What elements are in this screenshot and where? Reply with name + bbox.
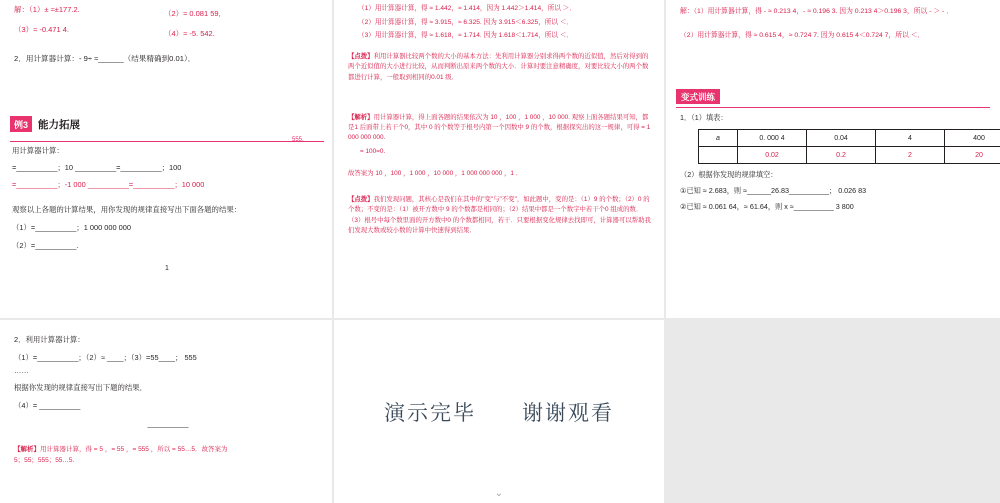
answer-line-2: （2）≈ 0.081 59, [164, 9, 221, 18]
compare-line-2: （2）用计算器计算，得 ≈ 3.915，≈ 6.325. 因为 3.915＜6.325，所以 ＜． [358, 18, 574, 26]
answer-line-4: （4）≈ -5. 542. [164, 29, 215, 38]
answer-line-1: 解：（1）± ≈±177.2. [14, 5, 80, 14]
exercise-line-2: 根据你发现的规律直接写出下题的结果． [14, 383, 148, 393]
analysis-block [334, 113, 664, 144]
solution-line-2: （2）用计算器计算，得 ≈ 0.615 4，≈ 0.724 7. 因为 0.615 4＜0.724 7，所以 ＜． [680, 31, 925, 39]
example-divider [10, 135, 324, 142]
exercise-body [0, 320, 332, 428]
answer-block [0, 0, 332, 64]
end-slide [334, 320, 664, 503]
tip-text: 利用计算器比较两个数的大小的基本方法：先利用计算器分别求得两个数的近似值，然后对得到的两个近似值的大小进行比较，从而判断出原来两个数的大小．计算时要注意精确度，对要比较大小的两个数都进行计算，一般取到相同的0.01 级． [348, 53, 649, 81]
variant-q2: （2）根据你发现的规律填空： [680, 170, 778, 180]
example-title: 能力拓展 [37, 118, 80, 131]
end-text: 演示完毕 谢谢观看 [384, 401, 614, 425]
variant-q2-1: ①已知 ≈ 2.683，则 ≈______26.83__________； 0.026 83 [680, 186, 867, 196]
compare-line-1: （1）用计算器计算，得 ≈ 1.442，≈ 1.414，因为 1.442＞1.414，所以 ＞． [358, 5, 576, 12]
solution-line-1: 解：（1）用计算器计算，得 - ≈ 0.213 4，- ≈ 0.196 3. 因为 0.213 4＞0.196 3，所以 - ＞ - ． [680, 8, 953, 15]
table-row-label-blank [699, 147, 738, 164]
fill-table [698, 129, 1000, 164]
variant-q2-2: ②已知 ≈ 0.061 64，≈ 61.64，则 x ≈__________ 3 800 [680, 202, 854, 212]
table-header-2: 4 [876, 130, 945, 147]
exercise-line-3: （4）= __________ [14, 401, 81, 411]
table-value-1: 0.2 [807, 147, 876, 164]
example-rule-note: 555． [291, 137, 308, 143]
table-header-1: 0.04 [807, 130, 876, 147]
exercise-ellipsis: …… [14, 366, 29, 376]
slide-empty-area [666, 320, 1000, 503]
tip2-text: 我们发现问题，其核心是我们在其中的"变"与"不变"，如此题中，变的是：（1）9 的个数；（2）0 的个数；不变的是：（1）被开方数中 9 的个数都是相同的；（2）结果中都是一个数字中若干个0 组成的数．（3）根号中每个数里面的开方数中0 的个数都相同，若干．只要根据变化规律去找即可，计算器可以帮助我们发现大数或较小数的计算中快速得到结果． [348, 196, 651, 234]
variant-badge: 变式训练 [676, 89, 720, 104]
analysis-text: 用计算器计算，得上面各题的结果依次为 10 ，100 ，1 000 ，10 000. 观察上面各题结果可知，都是1 后面带上若干个0，其中 0 的个数等于根号内第一个因数中 9 的个数，根据探究出的这一规律，可得 = 1 000 000 000. [348, 113, 651, 142]
exercise-rule: __________ [147, 419, 189, 429]
slide-top-right [666, 0, 1000, 318]
exercise-solution [0, 431, 332, 466]
compare-line-3: （3）用计算器计算，得 ≈ 1.618，≈ 1.714. 因为 1.618＜1.714，所以 ＜． [358, 32, 574, 40]
example-item-2: （2）=__________. [12, 241, 79, 250]
variant-q1: 1．（1）填表： [680, 113, 728, 123]
exercise-line-1: （1）=__________；（2）≈ ____；（3）=55____； 555 [14, 353, 197, 362]
analysis-line-2: = 100=0. [360, 147, 386, 155]
solution-text-2: 5；55；555；55…5. [14, 456, 75, 464]
question-2: 2．用计算器计算：- 9÷ ≈______（结果精确到0.01）． [14, 54, 196, 63]
tip-tag: 【点拨】 [348, 53, 374, 61]
table-header-3: 400 [945, 130, 1000, 147]
tip2-block [334, 195, 664, 236]
example-prompt: 用计算器计算： [12, 146, 64, 155]
table-row-header [699, 130, 1000, 147]
slide-bottom-left [0, 320, 332, 503]
chevron-down-icon[interactable]: ⌄ [494, 488, 504, 499]
table-row-values [699, 147, 1000, 164]
example-item-1: （1）=__________；1 000 000 000 [12, 223, 131, 232]
table-header-0: 0. 000 4 [738, 130, 807, 147]
variant-body [666, 108, 1000, 212]
example-body [0, 142, 332, 272]
exercise-title: 2．利用计算器计算： [14, 335, 85, 344]
example-badge: 例3 [10, 116, 32, 132]
example-tail: 1 [165, 265, 169, 272]
slide-top-left [0, 0, 332, 318]
analysis-answer: 故答案为 10 ，100 ，1 000 ，10 000 ，1 000 000 000 ，1 ． [348, 169, 523, 177]
table-value-2: 2 [876, 147, 945, 164]
tip-block [334, 52, 664, 83]
example-line-1: =__________；10 __________=__________；100 [12, 163, 182, 172]
compare-lines [334, 0, 664, 42]
variant-header [666, 89, 1000, 104]
solution-text: 用计算器计算，得 = 5 ，= 55 ，= 555 ，所以 = 55…5．故答案为 [40, 446, 228, 454]
table-value-0: 0.02 [738, 147, 807, 164]
example-line-2: =__________；-1 000 __________=__________；10 000 [12, 180, 205, 189]
table-row-label: a [699, 130, 738, 147]
tip2-tag: 【点拨】 [348, 196, 374, 204]
solution-tag: 【解析】 [14, 446, 40, 454]
table-value-3: 20 [945, 147, 1000, 164]
example-observe: 观察以上各题的计算结果，用你发现的规律直接写出下面各题的结果： [12, 205, 242, 214]
solution-lines [666, 0, 1000, 41]
slide-bottom-middle [334, 320, 664, 503]
example-3-header [0, 106, 332, 132]
answer-line-3: （3）≈ -0.471 4. [14, 25, 69, 34]
slide-top-middle [334, 0, 664, 318]
analysis-tag: 【解析】 [348, 113, 374, 121]
